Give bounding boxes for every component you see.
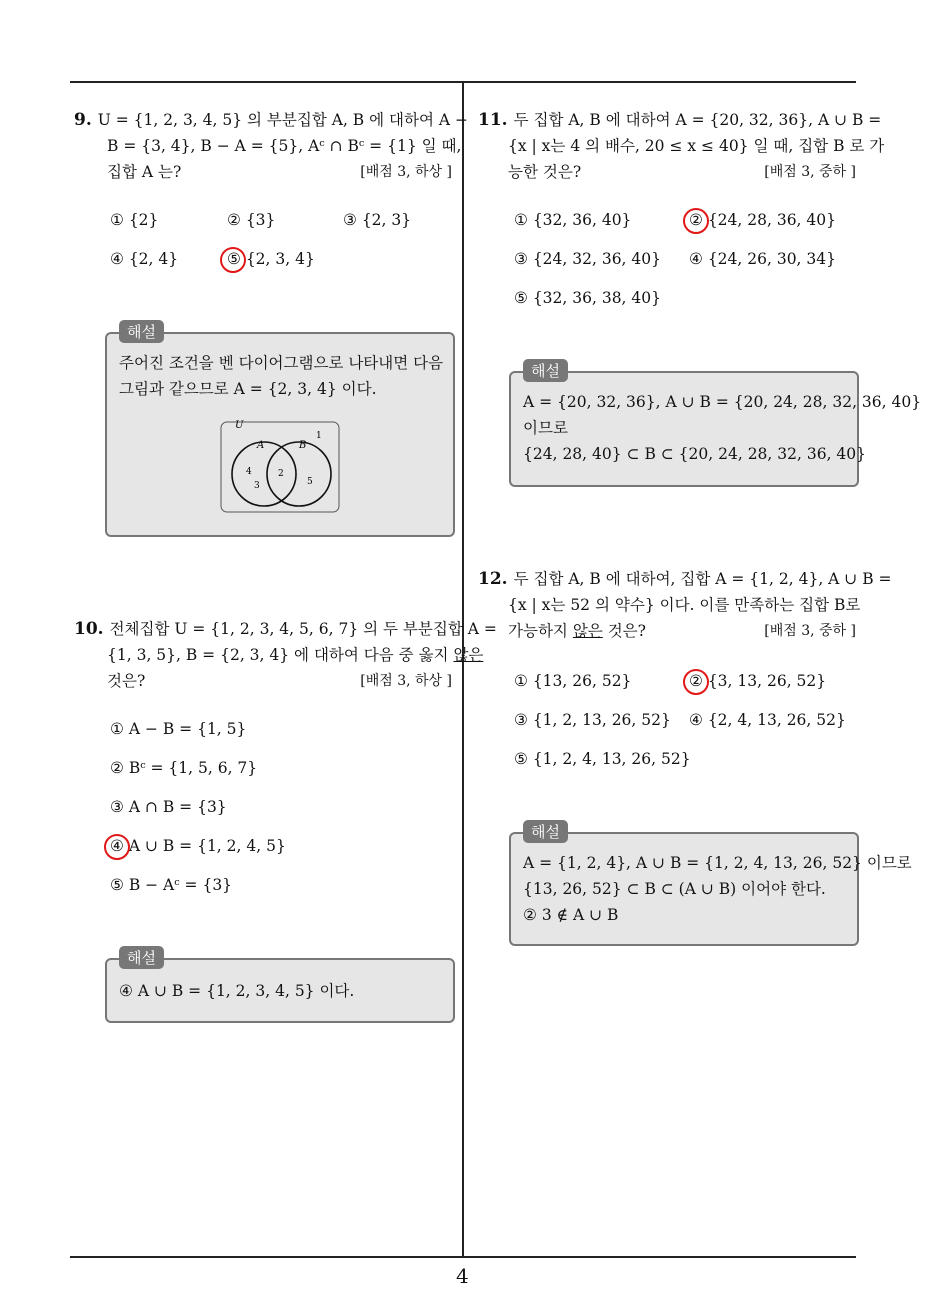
answer-mark [220,247,246,273]
solution-box [105,323,455,537]
option-3[interactable]: ③ A ∩ B = {3} [110,798,227,816]
solution-box [105,949,455,1023]
page-number: 4 [456,1264,469,1288]
option-4[interactable]: ④ A ∪ B = {1, 2, 4, 5} [110,837,286,855]
option-3[interactable]: ③ {24, 32, 36, 40} [514,250,662,268]
question-text: 것은? [602,622,646,640]
question-number: 10. [74,619,104,639]
solution-text: A = {1, 2, 4}, A ∪ B = {1, 2, 4, 13, 26, 52} 이므로 [523,854,912,872]
solution-text: 이므로 [523,419,568,437]
question-number: 11. [478,110,508,130]
option-3[interactable]: ③ {1, 2, 13, 26, 52} [514,711,671,729]
solution-text: ④ A ∪ B = {1, 2, 3, 4, 5} 이다. [119,982,355,1000]
solution-text: A = {20, 32, 36}, A ∪ B = {20, 24, 28, 32, 36, 40} [523,393,922,411]
question-text: 능한 것은? [508,163,582,181]
solution-tag: 해설 [523,820,568,843]
option-4[interactable]: ④ {24, 26, 30, 34} [689,250,837,268]
option-1[interactable]: ① {13, 26, 52} [514,672,632,690]
solution-text: {13, 26, 52} ⊂ B ⊂ (A ∪ B) 이어야 한다. [523,880,826,898]
option-5[interactable]: ⑤ {1, 2, 4, 13, 26, 52} [514,750,691,768]
venn-set-b-label: B [299,440,307,451]
question-12 [478,566,892,644]
question-text: {1, 3, 5}, B = {2, 3, 4} 에 대하여 다음 중 옳지 [107,646,454,664]
venn-a-only-value: 3 [254,481,260,491]
answer-mark [683,669,709,695]
option-4[interactable]: ④ {2, 4, 13, 26, 52} [689,711,846,729]
question-text: 두 집합 A, B 에 대하여 A = {20, 32, 36}, A ∪ B = [513,111,882,129]
solution-tag: 해설 [523,359,568,382]
question-text: 집합 A 는? [107,163,182,181]
bottom-rule [70,1256,856,1258]
question-10 [74,616,497,694]
option-1[interactable]: ① A − B = {1, 5} [110,720,247,738]
option-3[interactable]: ③ {2, 3} [343,211,412,229]
score-label: [배점 3, 중하 ] [764,164,856,180]
option-5[interactable]: ⑤ {2, 3, 4} [227,250,315,268]
question-text: U = {1, 2, 3, 4, 5} 의 부분집합 A, B 에 대하여 A − [97,111,468,129]
question-number: 12. [478,569,508,589]
question-text: {x | x는 4 의 배수, 20 ≤ x ≤ 40} 일 때, 집합 B 로 가 [508,137,885,155]
score-label: [배점 3, 하상 ] [360,164,452,180]
venn-set-a-label: A [257,440,265,451]
question-text: 전체집합 U = {1, 2, 3, 4, 5, 6, 7} 의 두 부분집합 A = [109,620,497,638]
venn-diagram [219,420,341,514]
question-text: 것은? [107,672,146,690]
column-divider [462,83,464,1258]
answer-mark [683,208,709,234]
option-5[interactable]: ⑤ {32, 36, 38, 40} [514,289,662,307]
solution-tag: 해설 [119,946,164,969]
solution-text: {24, 28, 40} ⊂ B ⊂ {20, 24, 28, 32, 36, 40} [523,445,867,463]
question-text: {x | x는 52 의 약수} 이다. 이를 만족하는 집합 B로 [508,596,861,614]
venn-a-only-value: 4 [246,467,252,477]
option-1[interactable]: ① {2} [110,211,159,229]
solution-text: ② 3 ∉ A ∪ B [523,906,619,924]
question-text: 가능하지 [508,622,573,640]
option-5[interactable]: ⑤ B − Aᶜ = {3} [110,876,233,894]
question-11 [478,107,885,185]
venn-universe-label: U [235,420,244,431]
venn-outside-value: 1 [316,431,322,441]
option-1[interactable]: ① {32, 36, 40} [514,211,632,229]
solution-tag: 해설 [119,320,164,343]
score-label: [배점 3, 하상 ] [360,673,452,689]
venn-b-only-value: 5 [307,477,313,487]
solution-text: 주어진 조건을 벤 다이어그램으로 나타내면 다음 [119,354,444,372]
underlined-word: 않은 [453,646,484,664]
option-4[interactable]: ④ {2, 4} [110,250,179,268]
solution-box [509,362,922,487]
answer-mark [104,834,130,860]
question-text: B = {3, 4}, B − A = {5}, Aᶜ ∩ Bᶜ = {1} 일 때, [107,137,462,155]
option-2[interactable]: ② {3, 13, 26, 52} [689,672,827,690]
option-2[interactable]: ② Bᶜ = {1, 5, 6, 7} [110,759,258,777]
venn-intersection-value: 2 [278,469,284,479]
option-2[interactable]: ② {3} [227,211,276,229]
question-number: 9. [74,110,92,130]
option-2[interactable]: ② {24, 28, 36, 40} [689,211,837,229]
solution-text: 그림과 같으므로 A = {2, 3, 4} 이다. [119,380,377,398]
solution-box [509,823,912,946]
question-9 [74,107,468,185]
question-text: 두 집합 A, B 에 대하여, 집합 A = {1, 2, 4}, A ∪ B = [513,570,892,588]
underlined-word: 않은 [572,622,603,640]
score-label: [배점 3, 중하 ] [764,623,856,639]
